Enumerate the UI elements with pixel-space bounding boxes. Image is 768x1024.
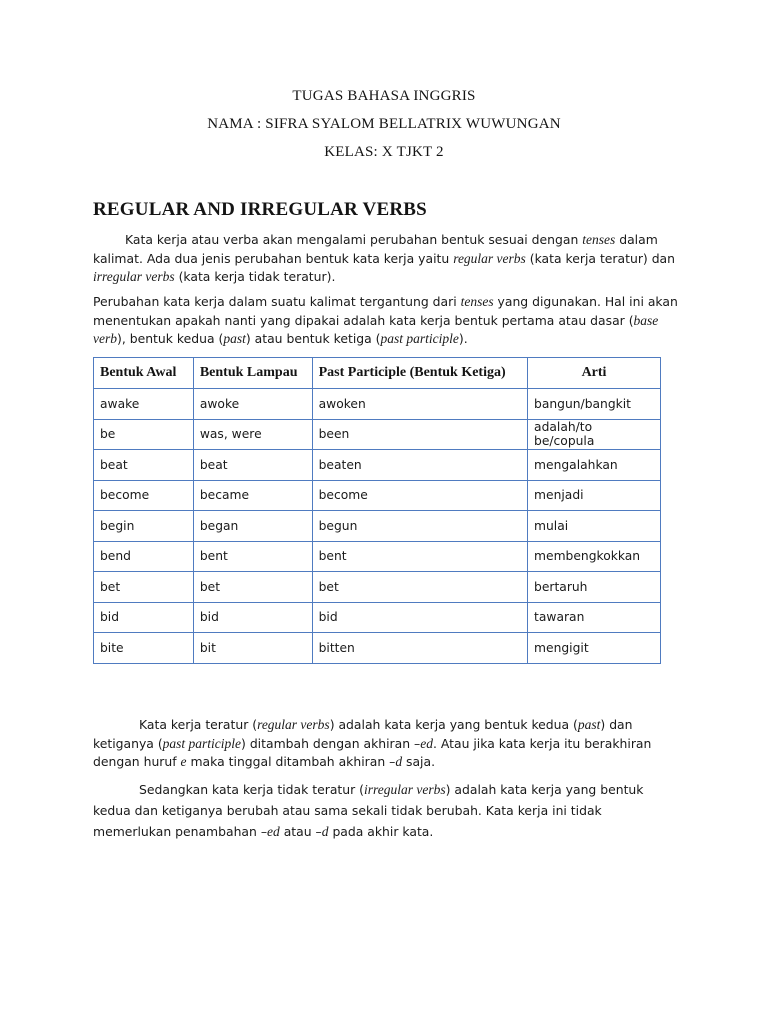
- table-cell: bend: [94, 541, 194, 572]
- table-cell: awake: [94, 389, 194, 420]
- table-cell: bite: [94, 633, 194, 664]
- table-cell: awoken: [312, 389, 527, 420]
- italic-term: past: [223, 331, 246, 346]
- text-segment: atau –: [279, 824, 322, 839]
- student-class: KELAS: X TJKT 2: [324, 144, 444, 160]
- table-row: [94, 511, 661, 542]
- table-cell: bet: [193, 572, 312, 603]
- table-cell: became: [193, 480, 312, 511]
- text-segment: . Atau jika kata kerja itu berakhiran dengan huruf: [93, 735, 652, 769]
- text-segment: maka tinggal ditambah akhiran –: [186, 754, 396, 769]
- text-segment: Kata kerja atau verba akan mengalami perubahan bentuk sesuai dengan: [125, 232, 583, 247]
- table-cell: bid: [312, 602, 527, 633]
- text-segment: Kata kerja teratur (: [139, 717, 258, 732]
- table-cell: bid: [193, 602, 312, 633]
- table-cell: beat: [193, 450, 312, 481]
- italic-term: ed: [420, 735, 433, 751]
- table-cell: began: [193, 511, 312, 542]
- table-cell: bertaruh: [528, 572, 661, 603]
- table-cell: membengkokkan: [528, 541, 661, 572]
- column-header-base: Bentuk Awal: [94, 358, 194, 389]
- table-cell: tawaran: [528, 602, 661, 633]
- italic-term: past participle: [162, 735, 242, 751]
- intro-paragraph: [93, 231, 683, 287]
- table-cell: awoke: [193, 389, 312, 420]
- table-row: [94, 389, 661, 420]
- text-segment: ), bentuk kedua (: [117, 331, 224, 346]
- table-cell: beaten: [312, 450, 527, 481]
- table-cell: bangun/bangkit: [528, 389, 661, 420]
- table-cell: mulai: [528, 511, 661, 542]
- irregular-verbs-paragraph: [93, 779, 683, 842]
- table-cell: bitten: [312, 633, 527, 664]
- column-header-participle: Past Participle (Bentuk Ketiga): [312, 358, 527, 389]
- table-cell: bet: [94, 572, 194, 603]
- text-segment: ) adalah kata kerja yang bentuk kedua dan ketiganya berubah atau sama sekali tidak berubah. Kata kerja ini tidak memerlukan penambahan –: [93, 782, 644, 839]
- italic-term: irregular verbs: [93, 269, 175, 284]
- table-row: [94, 633, 661, 664]
- tenses-paragraph: [93, 293, 683, 349]
- table-cell: bid: [94, 602, 194, 633]
- text-segment: ).: [458, 331, 468, 346]
- text-segment: ) ditambah dengan akhiran –: [241, 735, 421, 751]
- text-segment: (kata kerja tidak teratur).: [174, 269, 336, 284]
- table-cell: become: [312, 480, 527, 511]
- italic-term: tenses: [460, 294, 494, 309]
- text-segment: Sedangkan kata kerja tidak teratur (: [139, 782, 364, 797]
- italic-term: past: [577, 717, 601, 732]
- text-segment: ) dan ketiganya (: [93, 717, 633, 751]
- table-cell: become: [94, 480, 194, 511]
- text-segment: ) adalah kata kerja yang bentuk kedua (: [329, 717, 578, 732]
- italic-term: past participle: [380, 331, 459, 346]
- text-segment: ) atau bentuk ketiga (: [245, 331, 381, 346]
- assignment-title: TUGAS BAHASA INGGRIS: [292, 88, 476, 104]
- table-cell: beat: [94, 450, 194, 481]
- document-heading: REGULAR AND IRREGULAR VERBS: [93, 199, 427, 220]
- table-row: [94, 541, 661, 572]
- text-segment: (kata kerja teratur) dan: [525, 250, 676, 266]
- text-segment: Perubahan kata kerja dalam suatu kalimat tergantung dari: [93, 294, 461, 309]
- table-cell: bent: [193, 541, 312, 572]
- italic-term: base verb: [93, 312, 659, 346]
- table-cell: mengigit: [528, 633, 661, 664]
- student-name: NAMA : SIFRA SYALOM BELLATRIX WUWUNGAN: [207, 116, 561, 132]
- table-row: [94, 419, 661, 450]
- italic-term: d: [321, 824, 329, 839]
- table-row: [94, 572, 661, 603]
- text-segment: saja.: [402, 754, 436, 769]
- table-cell: begin: [94, 511, 194, 542]
- table-row: [94, 450, 661, 481]
- italic-term: regular verbs: [453, 250, 526, 266]
- regular-verbs-paragraph: [93, 716, 683, 772]
- column-header-meaning: Arti: [528, 358, 661, 389]
- table-row: [94, 602, 661, 633]
- table-cell: bent: [312, 541, 527, 572]
- verbs-table: [93, 357, 661, 664]
- column-header-past: Bentuk Lampau: [193, 358, 312, 389]
- table-cell: mengalahkan: [528, 450, 661, 481]
- table-cell: was, were: [193, 419, 312, 450]
- table-cell: menjadi: [528, 480, 661, 511]
- table-cell: be: [94, 419, 194, 450]
- italic-term: d: [395, 754, 403, 769]
- italic-term: e: [180, 754, 187, 769]
- italic-term: irregular verbs: [364, 782, 446, 797]
- table-cell: bit: [193, 633, 312, 664]
- text-segment: dalam kalimat. Ada dua jenis perubahan bentuk kata kerja yaitu: [93, 232, 658, 266]
- text-segment: yang digunakan. Hal ini akan menentukan apakah nanti yang dipakai adalah kata kerja bentuk pertama atau dasar (: [93, 294, 678, 328]
- italic-term: regular verbs: [257, 717, 330, 732]
- italic-term: ed: [267, 824, 280, 839]
- table-cell: been: [312, 419, 527, 450]
- table-cell: adalah/to be/copula: [528, 419, 661, 450]
- italic-term: tenses: [582, 232, 616, 247]
- table-cell: begun: [312, 511, 527, 542]
- table-cell: bet: [312, 572, 527, 603]
- text-segment: pada akhir kata.: [328, 824, 434, 839]
- table-row: [94, 480, 661, 511]
- table-header-row: [94, 358, 661, 389]
